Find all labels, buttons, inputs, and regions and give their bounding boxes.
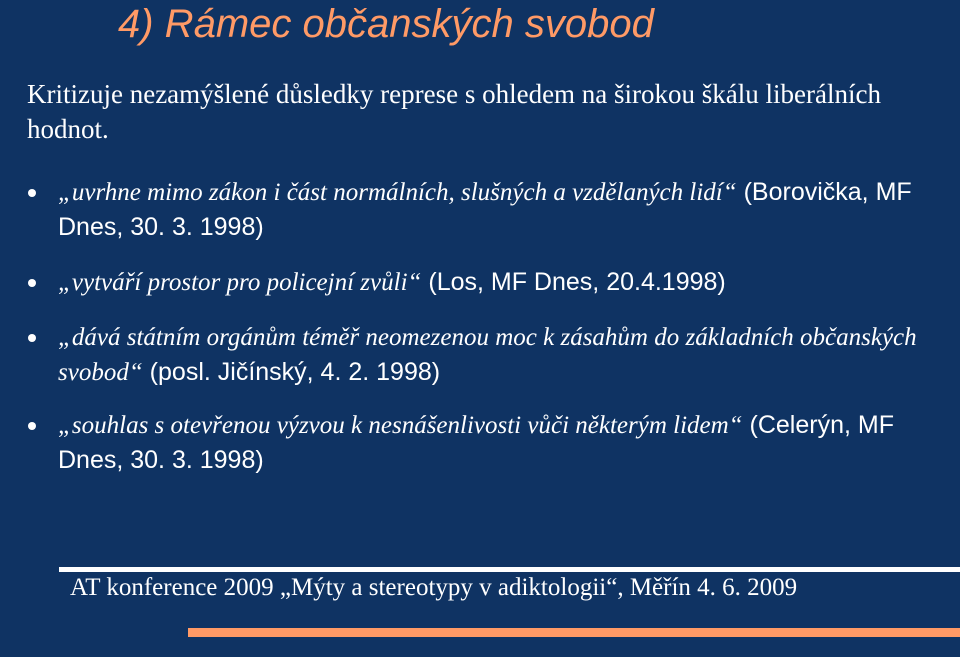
bullet-quote: „uvrhne mimo zákon i část normálních, slušných a vzdělaných lidí“	[58, 179, 737, 206]
bullet-dot-icon	[28, 334, 36, 342]
bullet-quote: „vytváří prostor pro policejní zvůli“	[58, 269, 422, 296]
bullet-item-1	[58, 175, 938, 245]
intro-text: Kritizuje nezamýšlené důsledky represe s ohledem na širokou škálu liberálních hodnot.	[27, 79, 881, 144]
bullet-source: (posl. Jičínský, 4. 2. 1998)	[142, 358, 441, 386]
slide-title: 4) Rámec občanských svobod	[118, 2, 654, 46]
bullet-source: (Los, MF Dnes, 20.4.1998)	[421, 268, 726, 296]
bullet-item-4	[58, 408, 938, 478]
bullet-dot-icon	[28, 279, 36, 287]
footer-divider-bottom	[188, 628, 960, 637]
bullet-dot-icon	[28, 189, 36, 197]
bullet-item-2	[58, 265, 938, 300]
bullet-quote: „dává státním orgánům téměř neomezenou moc k zásahům do základních občanských svobod“	[58, 324, 917, 386]
bullet-item-3	[58, 320, 938, 390]
bullet-source: (Celerýn, MF Dnes, 30. 3. 1998)	[58, 411, 894, 474]
bullet-dot-icon	[28, 422, 36, 430]
footer-text: AT konference 2009 „Mýty a stereotypy v adiktologii“, Měřín 4. 6. 2009	[70, 574, 798, 601]
bullet-source: (Borovička, MF Dnes, 30. 3. 1998)	[58, 178, 912, 241]
bullet-quote: „souhlas s otevřenou výzvou k nesnášenlivosti vůči některým lidem“	[58, 412, 743, 439]
